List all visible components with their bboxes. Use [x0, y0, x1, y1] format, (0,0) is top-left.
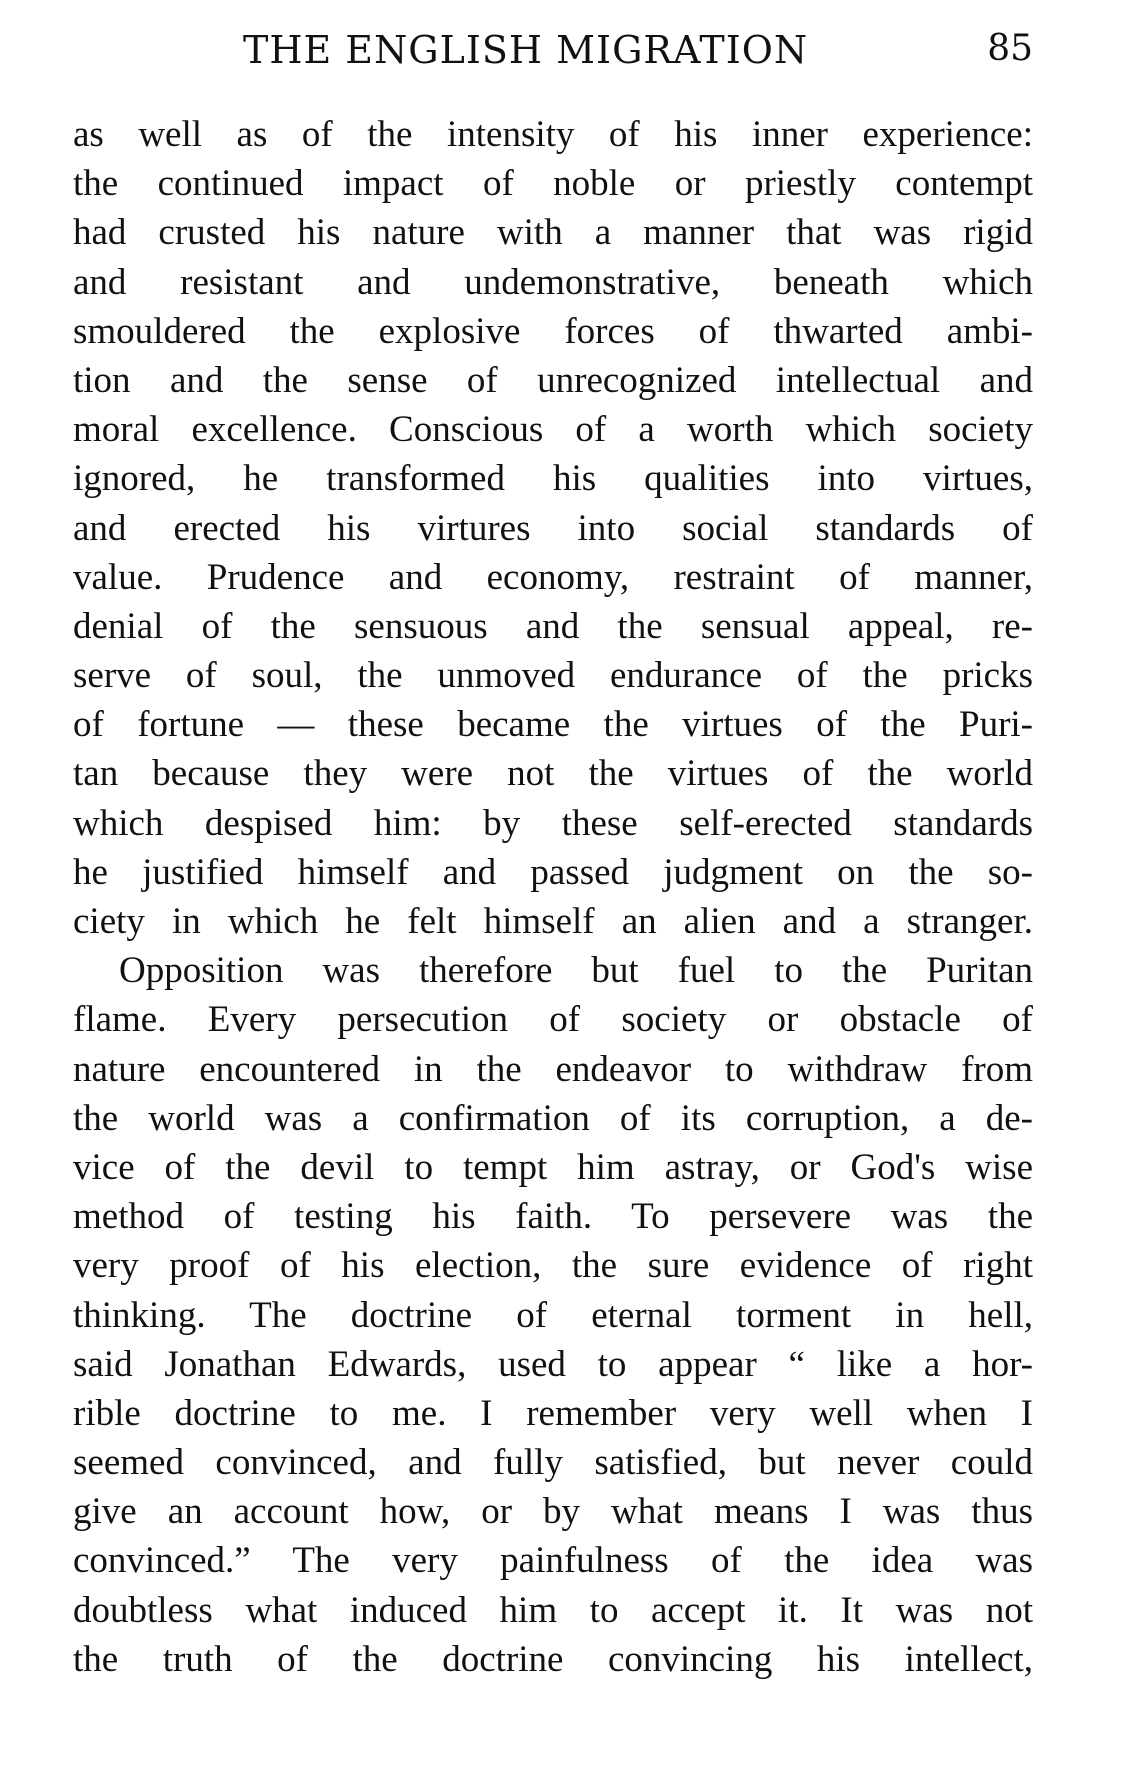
- text-line: flame. Every persecution of society or obstacle of: [73, 999, 1033, 1041]
- text-line: convinced.” The very painfulness of the idea was: [73, 1540, 1033, 1582]
- text-line: said Jonathan Edwards, used to appear “ like a hor-: [73, 1343, 1033, 1385]
- text-line: value. Prudence and economy, restraint of manner,: [73, 556, 1033, 598]
- text-line: thinking. The doctrine of eternal torment in hell,: [73, 1294, 1033, 1336]
- text-line: smouldered the explosive forces of thwarted ambi-: [73, 310, 1033, 352]
- text-line: give an account how, or by what means I was thus: [73, 1491, 1033, 1533]
- text-line: very proof of his election, the sure evidence of right: [73, 1245, 1033, 1287]
- text-line: as well as of the intensity of his inner experience:: [73, 114, 1033, 155]
- text-line: seemed convinced, and fully satisfied, but never could: [73, 1442, 1033, 1484]
- text-line: had crusted his nature with a manner that was rigid: [73, 212, 1033, 254]
- text-line: and erected his virtures into social standards of: [73, 507, 1033, 549]
- page-header: [73, 28, 1033, 78]
- text-line: doubtless what induced him to accept it. It was not: [73, 1589, 1033, 1631]
- running-title: THE ENGLISH MIGRATION: [243, 28, 809, 72]
- text-line: moral excellence. Conscious of a worth which society: [73, 409, 1033, 451]
- text-line: and resistant and undemonstrative, beneath which: [73, 261, 1033, 303]
- text-line: tion and the sense of unrecognized intellectual and: [73, 359, 1033, 401]
- text-line: the world was a confirmation of its corruption, a de-: [73, 1097, 1033, 1139]
- text-line: nature encountered in the endeavor to withdraw from: [73, 1048, 1033, 1090]
- text-line: rible doctrine to me. I remember very well when I: [73, 1392, 1033, 1434]
- body-text: [73, 110, 1033, 1684]
- text-line: of fortune — these became the virtues of the Puri-: [73, 704, 1033, 746]
- text-line: Opposition was therefore but fuel to the Puritan: [119, 950, 1033, 992]
- text-line: serve of soul, the unmoved endurance of the pricks: [73, 655, 1033, 697]
- text-line: ciety in which he felt himself an alien and a stranger.: [73, 901, 1033, 942]
- text-line: denial of the sensuous and the sensual appeal, re-: [73, 605, 1033, 647]
- text-line: ignored, he transformed his qualities into virtues,: [73, 458, 1033, 500]
- text-line: which despised him: by these self-erected standards: [73, 802, 1033, 844]
- text-line: he justified himself and passed judgment on the so-: [73, 851, 1033, 893]
- page-number: 85: [987, 28, 1033, 69]
- text-line: the continued impact of noble or priestly contempt: [73, 163, 1033, 205]
- text-line: tan because they were not the virtues of the world: [73, 753, 1033, 795]
- text-line: vice of the devil to tempt him astray, or God's wise: [73, 1146, 1033, 1188]
- text-line: method of testing his faith. To persevere was the: [73, 1196, 1033, 1238]
- text-line: the truth of the doctrine convincing his intellect,: [73, 1638, 1033, 1680]
